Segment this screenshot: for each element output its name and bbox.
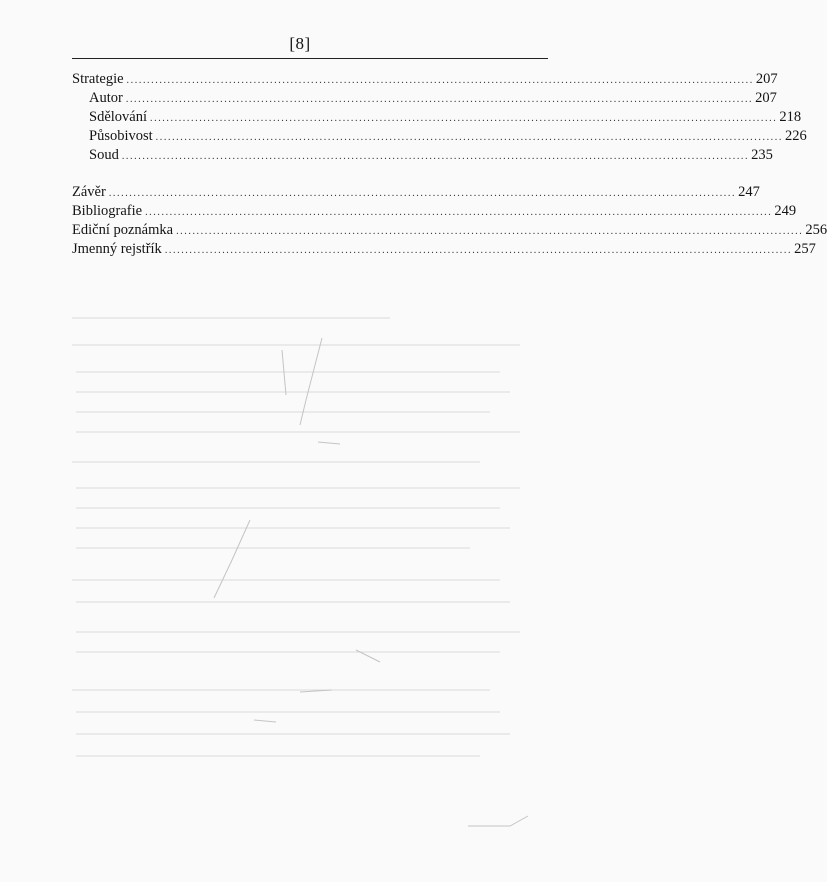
toc-entry-title: Sdělování: [89, 109, 147, 125]
dot-leader: .........................................................................................................................................................: [121, 151, 750, 162]
dot-leader: .........................................................................................................................................................: [176, 226, 804, 237]
toc-entry-title: Autor: [89, 90, 123, 106]
toc-entry: [72, 89, 777, 108]
toc-entry-page: 247: [738, 184, 760, 200]
page-number-header: [8]: [289, 34, 311, 53]
dot-leader: .........................................................................................................................................................: [108, 188, 737, 199]
toc-entry-title: Závěr: [72, 184, 106, 200]
header-rule: [72, 58, 548, 59]
dot-leader: .........................................................................................................................................................: [145, 207, 773, 218]
toc-entry-title: Bibliografie: [72, 203, 143, 219]
toc-entry-page: 207: [755, 90, 777, 106]
dot-leader: .........................................................................................................................................................: [164, 245, 793, 256]
toc-entry-title: Jmenný rejstřík: [72, 241, 162, 257]
toc-group: [72, 183, 827, 259]
toc-entry-title: Ediční poznámka: [72, 222, 174, 238]
toc-entry-page: 257: [794, 241, 816, 257]
toc-entry-title: Působivost: [89, 128, 153, 144]
dot-leader: .........................................................................................................................................................: [150, 113, 778, 124]
toc-entry: [72, 221, 827, 240]
toc-entry-page: 218: [779, 109, 802, 125]
toc-group: [72, 70, 807, 165]
toc-entry: [72, 70, 778, 89]
dot-leader: .........................................................................................................................................................: [155, 132, 783, 143]
toc-entry: [72, 240, 816, 259]
toc-entry-page: 226: [784, 128, 807, 144]
toc-entry-title: Strategie: [72, 71, 124, 87]
dot-leader: .........................................................................................................................................................: [126, 75, 754, 86]
toc-entry: [72, 108, 802, 127]
toc-entry-page: 235: [751, 147, 773, 163]
toc-entry-title: Soud: [89, 147, 119, 163]
toc-entry: [72, 202, 797, 221]
toc-entry-page: 256: [805, 222, 827, 238]
table-of-contents: [72, 70, 827, 259]
toc-entry: [72, 146, 773, 165]
toc-entry: [72, 127, 807, 146]
toc-entry-page: 207: [755, 71, 778, 87]
toc-entry-page: 249: [774, 203, 797, 219]
dot-leader: .........................................................................................................................................................: [125, 94, 754, 105]
toc-entry: [72, 183, 760, 202]
